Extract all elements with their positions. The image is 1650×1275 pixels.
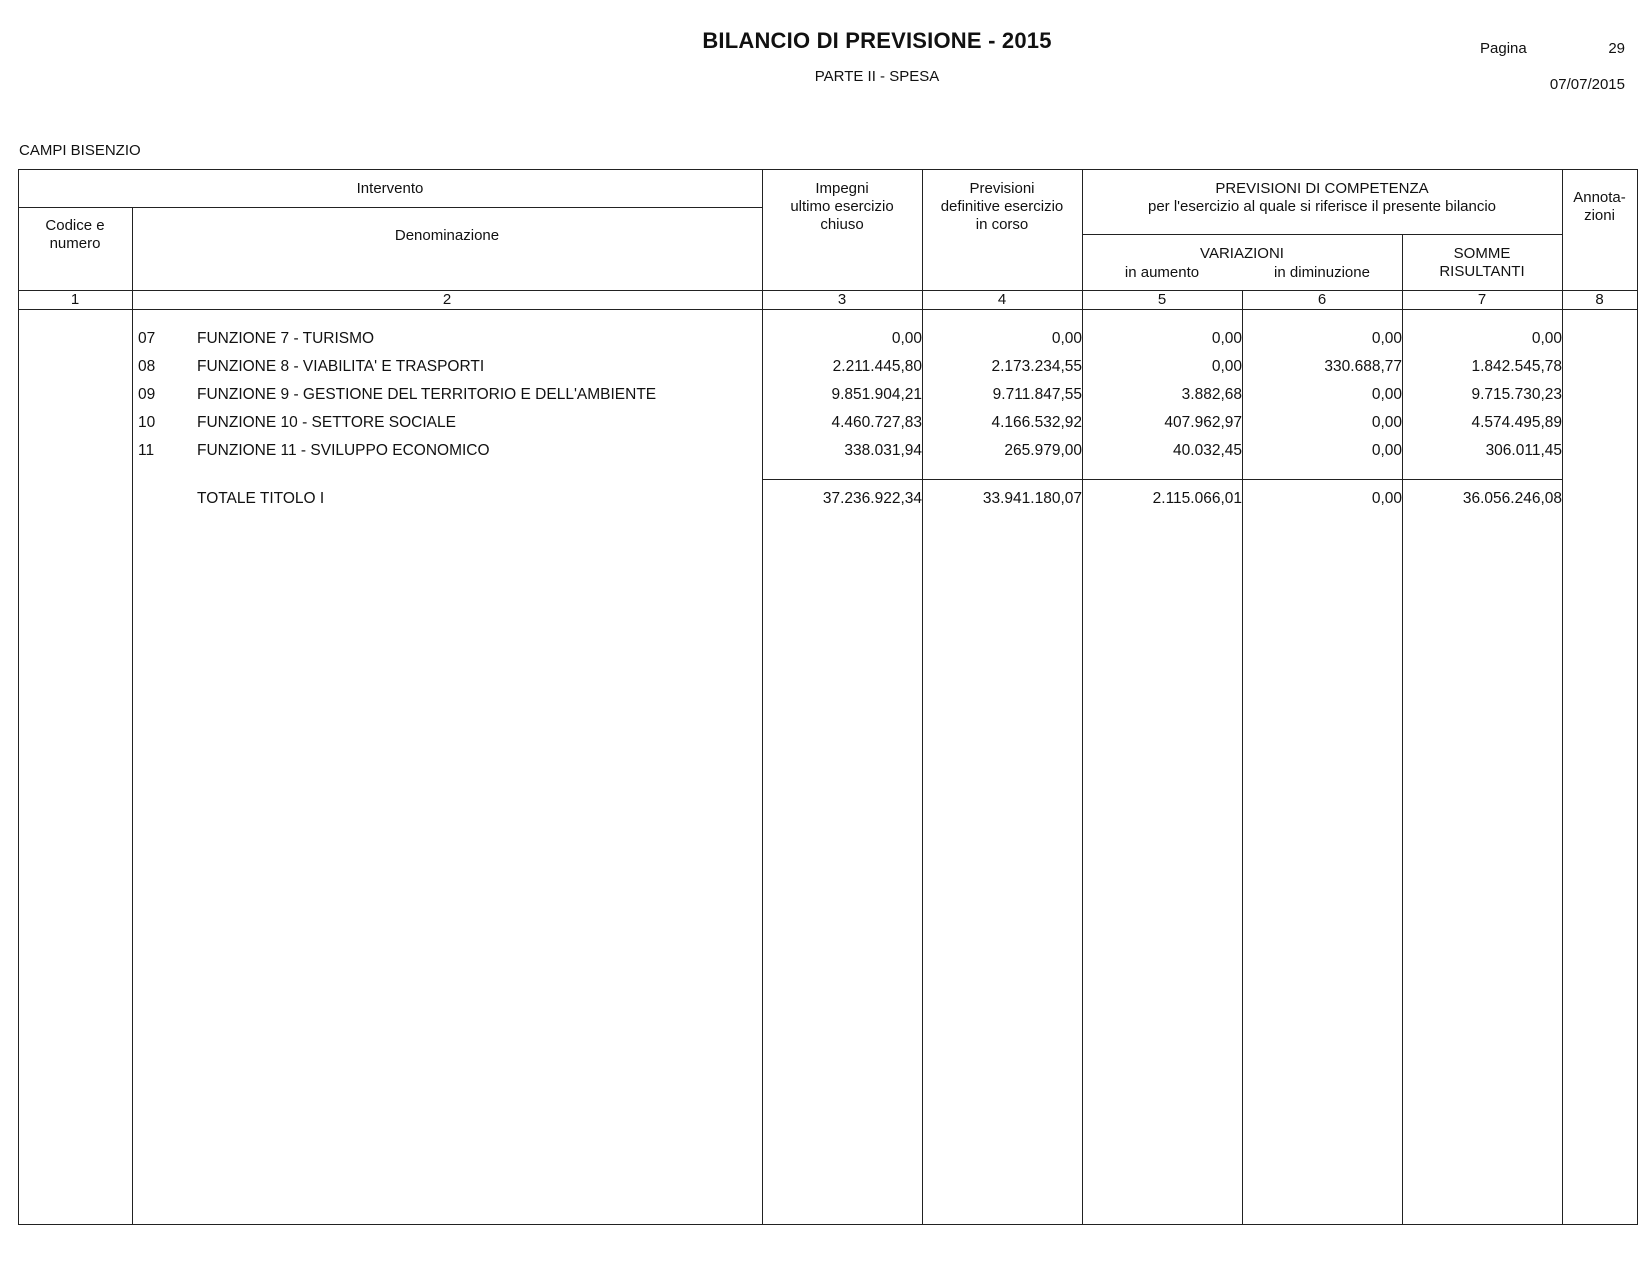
competenza-divider [1082,234,1562,235]
header-codice-line2: numero [49,235,101,252]
row-diminuzione: 0,00 [1371,442,1402,459]
row-impegni: 4.460.727,83 [831,414,922,431]
row-aumento: 3.882,68 [1181,386,1242,403]
row-code: 07 [138,330,156,347]
total-label: TOTALE TITOLO I [197,490,325,507]
page-number: 29 [1608,40,1625,57]
row-diminuzione: 0,00 [1371,414,1402,431]
row-code: 11 [138,442,155,459]
row-code: 10 [138,414,156,431]
header-impegni [762,180,922,234]
header-somme-line2: RISULTANTI [1439,263,1525,280]
page-subtitle: PARTE II - SPESA [814,68,940,85]
header-competenza [1082,180,1562,216]
header-previsioni-line3: in corso [975,216,1029,233]
row-somme: 9.715.730,23 [1471,386,1562,403]
column-number: 4 [997,291,1007,308]
header-annotazioni-line1: Annota- [1573,189,1626,206]
header-previsioni-line1: Previsioni [969,180,1035,197]
row-somme: 306.011,45 [1485,442,1562,459]
row-name: FUNZIONE 7 - TURISMO [197,330,375,347]
page-label: Pagina [1480,40,1527,57]
total-somme: 36.056.246,08 [1462,490,1562,507]
intervento-divider [18,207,762,208]
row-somme: 0,00 [1531,330,1562,347]
row-diminuzione: 0,00 [1371,386,1402,403]
row-previsioni: 4.166.532,92 [991,414,1082,431]
total-aumento: 2.115.066,01 [1152,490,1242,507]
header-competenza-line1: PREVISIONI DI COMPETENZA [1215,180,1429,197]
col-divider-6 [1402,234,1403,1225]
row-previsioni: 0,00 [1051,330,1082,347]
row-impegni: 9.851.904,21 [831,386,922,403]
header-impegni-line2: ultimo esercizio [790,198,894,215]
header-annotazioni-line2: zioni [1584,207,1615,224]
row-previsioni: 2.173.234,55 [991,358,1082,375]
header-previsioni-line2: definitive esercizio [940,198,1064,215]
column-number: 1 [70,291,80,308]
row-somme: 1.842.545,78 [1471,358,1562,375]
col-divider-2 [762,169,763,1225]
table-left-border [18,169,19,1225]
row-previsioni: 9.711.847,55 [992,386,1082,403]
column-number: 7 [1477,291,1487,308]
report-date: 07/07/2015 [1549,76,1625,93]
header-annotazioni [1562,189,1637,225]
header-in-diminuzione: in diminuzione [1274,264,1370,281]
header-in-aumento: in aumento [1124,264,1200,281]
row-name: FUNZIONE 9 - GESTIONE DEL TERRITORIO E DELL'AMBIENTE [197,386,657,403]
row-previsioni: 265.979,00 [1004,442,1082,459]
row-aumento: 40.032,45 [1173,442,1242,459]
header-codice-line1: Codice e [45,217,105,234]
table-right-border [1637,169,1638,1225]
column-number: 2 [442,291,452,308]
row-somme: 4.574.495,89 [1471,414,1562,431]
row-impegni: 2.211.445,80 [832,358,922,375]
column-numbers-border [18,309,1637,310]
total-separator [762,479,1562,480]
row-name: FUNZIONE 10 - SETTORE SOCIALE [197,414,456,431]
row-code: 09 [138,386,156,403]
row-name: FUNZIONE 8 - VIABILITA' E TRASPORTI [197,358,485,375]
table-top-border [18,169,1637,170]
total-previsioni: 33.941.180,07 [982,490,1082,507]
row-code: 08 [138,358,156,375]
header-somme [1402,245,1562,281]
row-diminuzione: 330.688,77 [1324,358,1402,375]
row-aumento: 407.962,97 [1164,414,1242,431]
column-number: 5 [1157,291,1167,308]
header-variazioni: VARIAZIONI [1200,245,1284,262]
table-bottom-border [18,1224,1637,1225]
row-diminuzione: 0,00 [1371,330,1402,347]
header-denominazione: Denominazione [394,227,500,244]
col-divider-3 [922,169,923,1225]
row-impegni: 0,00 [891,330,922,347]
row-impegni: 338.031,94 [844,442,922,459]
column-number: 6 [1317,291,1327,308]
row-aumento: 0,00 [1211,358,1242,375]
entity-name: CAMPI BISENZIO [19,142,141,159]
col-divider-7 [1562,169,1563,1225]
header-intervento: Intervento [356,180,424,197]
row-aumento: 0,00 [1211,330,1242,347]
col-divider-1 [132,207,133,1225]
column-number: 3 [837,291,847,308]
total-impegni: 37.236.922,34 [822,490,922,507]
header-previsioni [922,180,1082,234]
total-diminuzione: 0,00 [1371,490,1402,507]
column-number: 8 [1595,291,1604,308]
header-codice [18,217,132,253]
header-somme-line1: SOMME [1453,245,1511,262]
header-impegni-line1: Impegni [815,180,869,197]
page-title: BILANCIO DI PREVISIONE - 2015 [702,28,1052,53]
row-name: FUNZIONE 11 - SVILUPPO ECONOMICO [197,442,490,459]
col-divider-4 [1082,169,1083,1225]
header-competenza-line2: per l'esercizio al quale si riferisce il presente bilancio [1147,198,1497,215]
header-impegni-line3: chiuso [820,216,864,233]
